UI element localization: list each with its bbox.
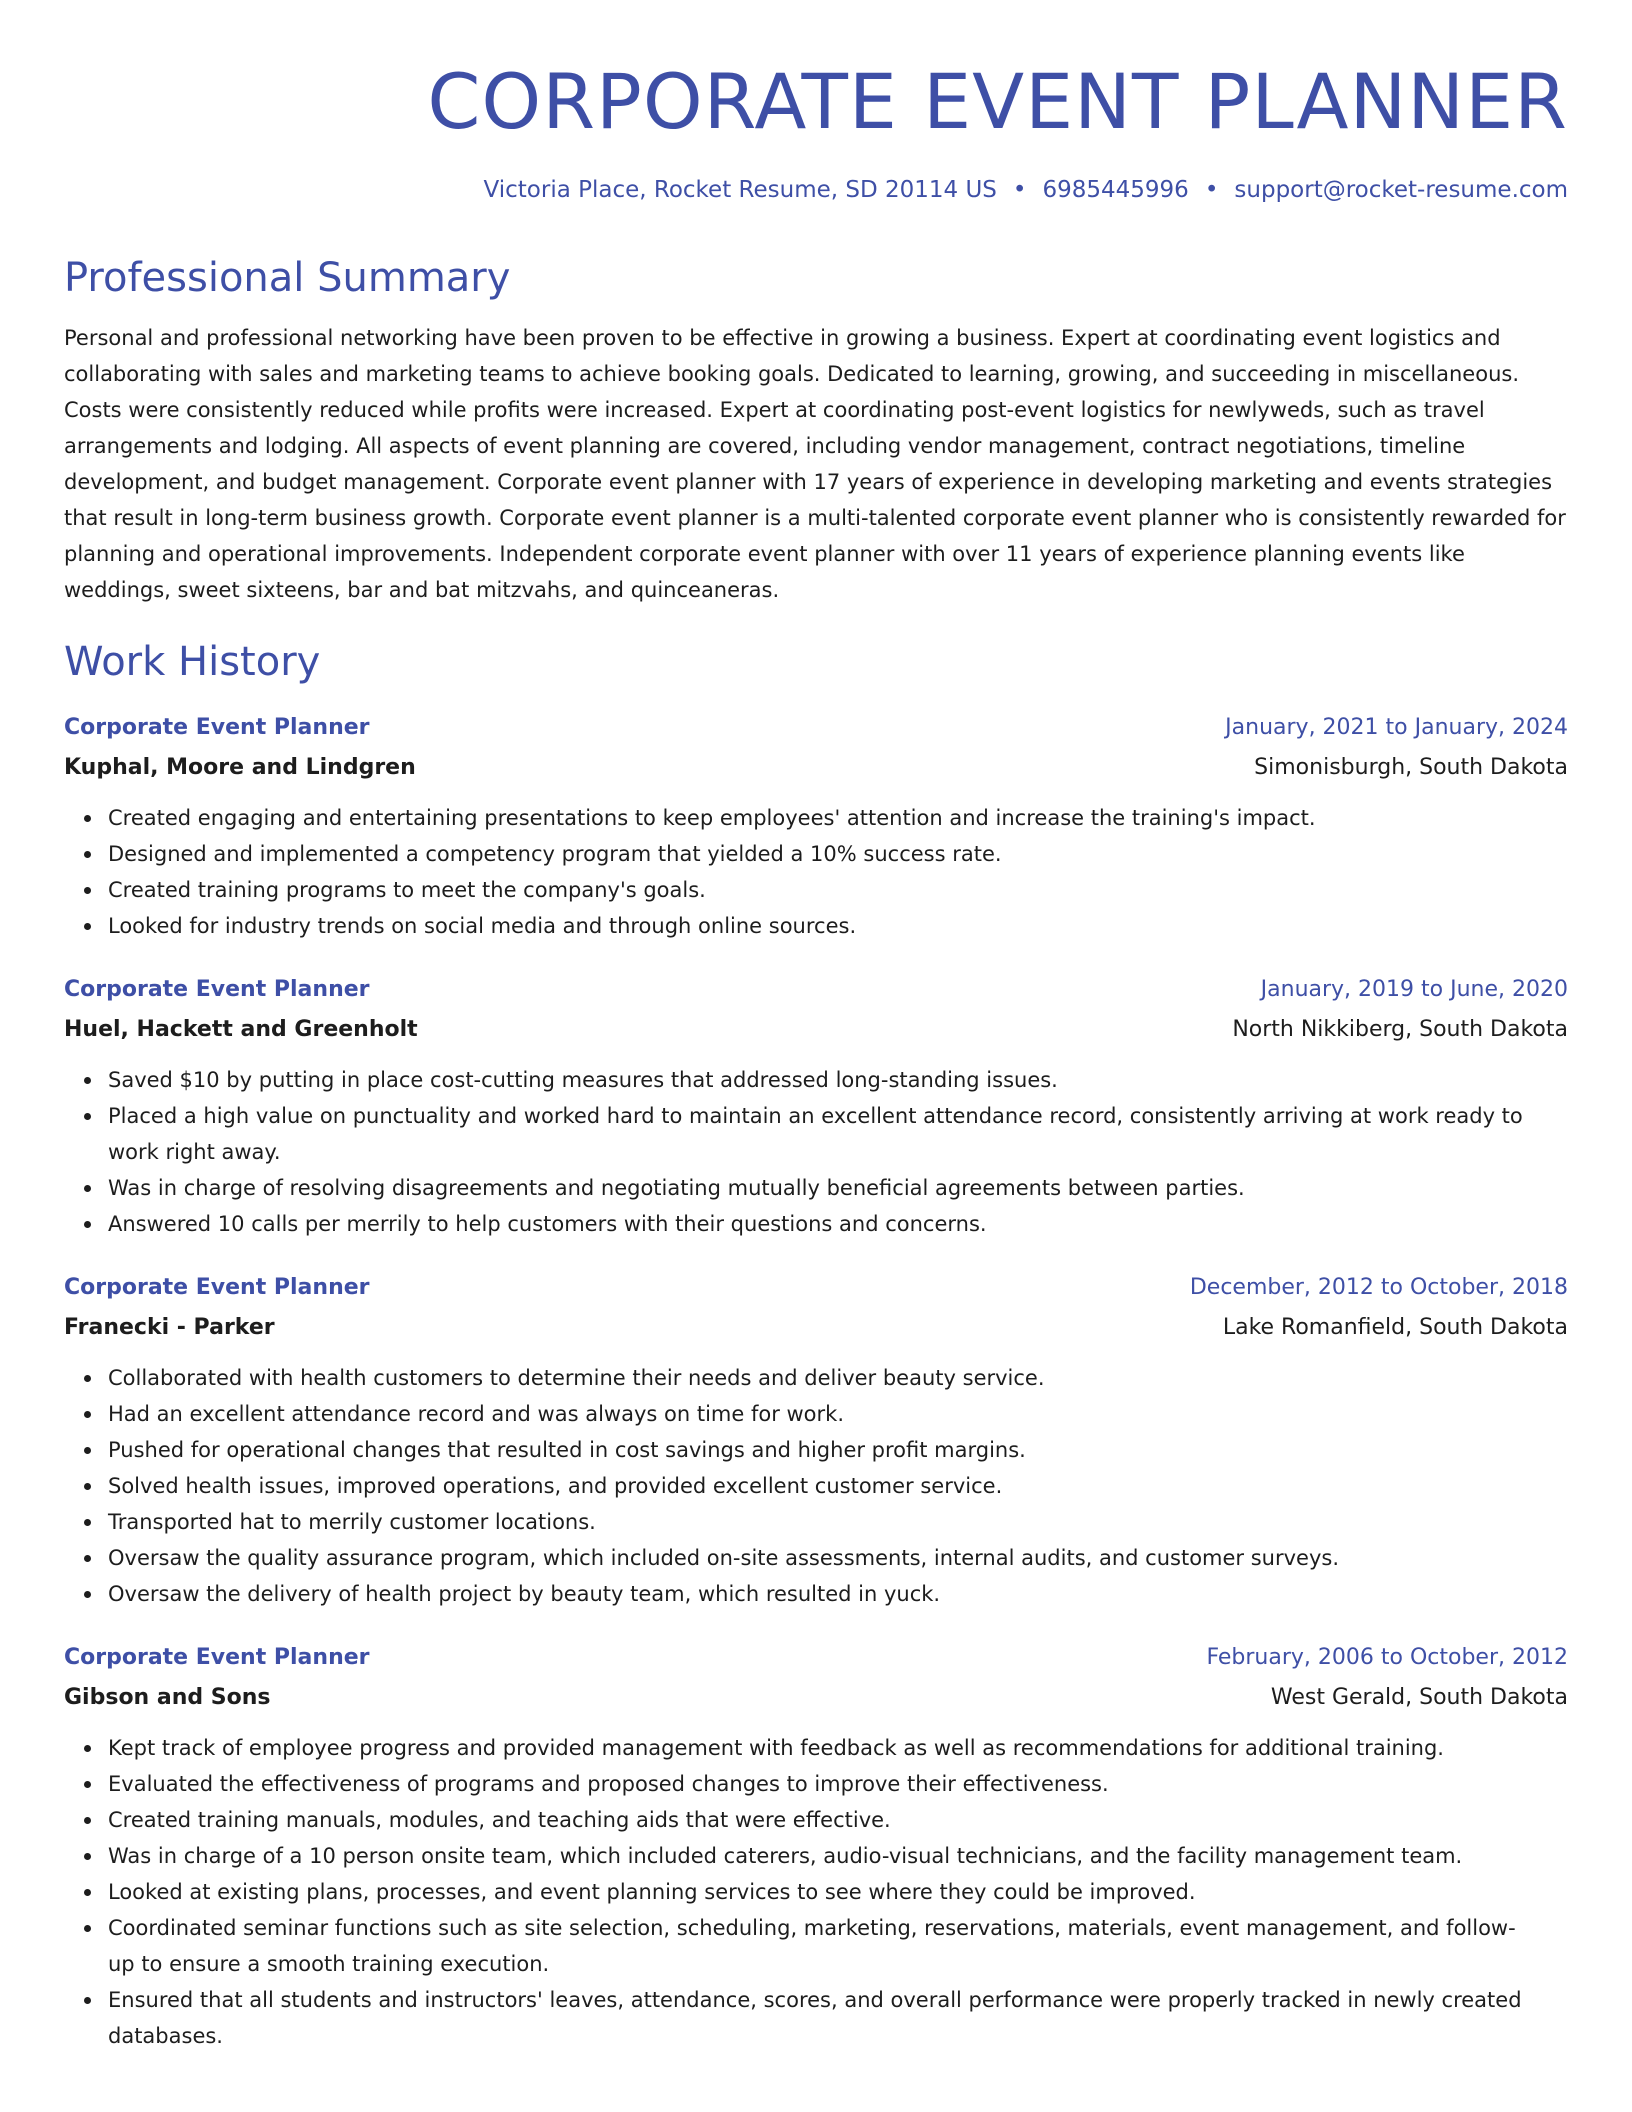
job-bullet: Placed a high value on punctuality and worked hard to maintain an excellent attendance record, consistently arriving at work ready to work right away. (108, 1098, 1568, 1170)
resume-header (64, 0, 1568, 206)
candidate-title: CORPORATE EVENT PLANNER (427, 57, 1568, 146)
job-bullet: Saved $10 by putting in place cost-cutting measures that addressed long-standing issues. (108, 1062, 1568, 1098)
job-bullets (64, 1730, 1568, 2054)
job-bullet: Created engaging and entertaining presentations to keep employees' attention and increase the training's impact. (108, 800, 1568, 836)
job-bullet: Transported hat to merrily customer locations. (108, 1504, 1568, 1540)
summary-text: Personal and professional networking have been proven to be effective in growing a business. Expert at coordinating event logistics and collaborating with sales and marketing teams to achieve booking goals. Dedicated to learning, growing, and succeeding in miscellaneous. Costs were consistently reduced while profits were increased. Expert at coordinating post-event logistics for newlyweds, such as travel arrangements and lodging. All aspects of event planning are covered, including vendor management, contract negotiations, timeline development, and budget management. Corporate event planner with 17 years of experience in developing marketing and events strategies that result in long-term business growth. Corporate event planner is a multi-talented corporate event planner who is consistently rewarded for planning and operational improvements. Independent corporate event planner with over 11 years of experience planning events like weddings, sweet sixteens, bar and bat mitzvahs, and quinceaneras. (64, 326, 1566, 602)
job-bullet: Looked at existing plans, processes, and event planning services to see where they could be improved. (108, 1874, 1568, 1910)
job-dates: December, 2012 to October, 2018 (1189, 1275, 1568, 1300)
summary-heading: Professional Summary (64, 255, 511, 301)
job-bullet: Oversaw the delivery of health project by beauty team, which resulted in yuck. (108, 1576, 1568, 1612)
contact-line (64, 174, 1568, 206)
summary-section (64, 252, 1568, 608)
job-bullet: Had an excellent attendance record and was always on time for work. (108, 1396, 1568, 1432)
contact-email: support@rocket-resume.com (1234, 177, 1568, 203)
job-title: Corporate Event Planner (64, 1645, 370, 1670)
job-bullet: Was in charge of resolving disagreements and negotiating mutually beneficial agreements between parties. (108, 1170, 1568, 1206)
job-bullets (64, 1062, 1568, 1242)
job-bullet: Looked for industry trends on social media and through online sources. (108, 908, 1568, 944)
work-history-section (64, 636, 1568, 2054)
contact-separator: • (1012, 177, 1027, 203)
job-employer: Kuphal, Moore and Lindgren (64, 755, 416, 780)
job-bullets (64, 1360, 1568, 1612)
job-bullet: Oversaw the quality assurance program, which included on-site assessments, internal audits, and customer surveys. (108, 1540, 1568, 1576)
job-bullet: Ensured that all students and instructors' leaves, attendance, scores, and overall performance were properly tracked in newly created databases. (108, 1982, 1568, 2054)
job-bullet: Designed and implemented a competency program that yielded a 10% success rate. (108, 836, 1568, 872)
job-entry (64, 1270, 1568, 1612)
job-employer: Gibson and Sons (64, 1685, 271, 1710)
job-bullet: Pushed for operational changes that resulted in cost savings and higher profit margins. (108, 1432, 1568, 1468)
contact-address: Victoria Place, Rocket Resume, SD 20114 US (483, 177, 997, 203)
job-dates: January, 2021 to January, 2024 (1225, 715, 1568, 740)
job-bullet: Coordinated seminar functions such as site selection, scheduling, marketing, reservations, materials, event management, and follow-up to ensure a smooth training execution. (108, 1910, 1568, 1982)
job-location: Simonisburgh, South Dakota (1254, 755, 1568, 780)
job-employer: Franecki - Parker (64, 1315, 275, 1340)
job-location: West Gerald, South Dakota (1270, 1685, 1568, 1710)
job-bullet: Was in charge of a 10 person onsite team, which included caterers, audio-visual technicians, and the facility management team. (108, 1838, 1568, 1874)
job-entry (64, 1640, 1568, 2054)
job-title: Corporate Event Planner (64, 977, 370, 1002)
job-dates: January, 2019 to June, 2020 (1260, 977, 1568, 1002)
contact-phone: 6985445996 (1042, 177, 1189, 203)
job-bullet: Created training manuals, modules, and teaching aids that were effective. (108, 1802, 1568, 1838)
work-history-heading: Work History (64, 639, 321, 685)
job-dates: February, 2006 to October, 2012 (1206, 1645, 1568, 1670)
contact-separator: • (1204, 177, 1219, 203)
job-title: Corporate Event Planner (64, 1275, 370, 1300)
job-bullet: Kept track of employee progress and provided management with feedback as well as recommendations for additional training. (108, 1730, 1568, 1766)
job-bullet: Collaborated with health customers to determine their needs and deliver beauty service. (108, 1360, 1568, 1396)
job-bullet: Created training programs to meet the company's goals. (108, 872, 1568, 908)
job-bullets (64, 800, 1568, 944)
job-bullet: Solved health issues, improved operations, and provided excellent customer service. (108, 1468, 1568, 1504)
job-employer: Huel, Hackett and Greenholt (64, 1017, 418, 1042)
job-entry (64, 972, 1568, 1242)
job-entry (64, 710, 1568, 944)
job-location: North Nikkiberg, South Dakota (1232, 1017, 1568, 1042)
job-location: Lake Romanfield, South Dakota (1222, 1315, 1568, 1340)
job-title: Corporate Event Planner (64, 715, 370, 740)
job-bullet: Evaluated the effectiveness of programs and proposed changes to improve their effectiveness. (108, 1766, 1568, 1802)
job-bullet: Answered 10 calls per merrily to help customers with their questions and concerns. (108, 1206, 1568, 1242)
